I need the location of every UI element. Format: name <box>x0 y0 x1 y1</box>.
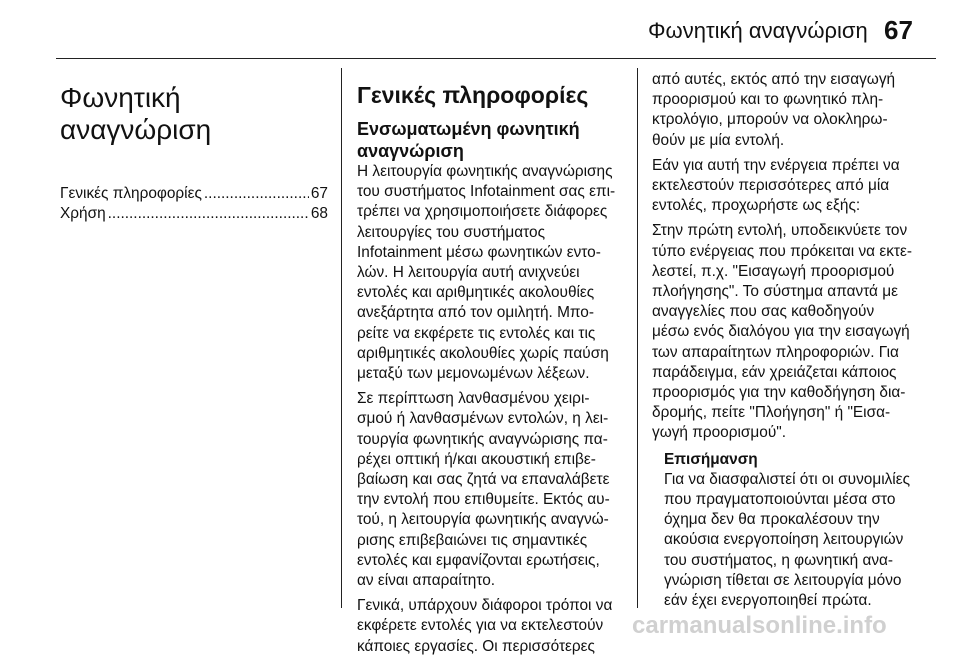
text-line: λειτουργίες του συστήματος <box>357 223 546 241</box>
note-line: εάν έχει ενεργοποιηθεί πρώτα. <box>664 592 872 610</box>
paragraph-intro <box>357 162 625 384</box>
text-line: πλοήγησης". Το σύστημα απαντά με <box>652 283 898 301</box>
page-number: 67 <box>884 15 913 45</box>
text-line: την εντολή που επιθυμείτε. Εκτός αυ- <box>357 491 610 509</box>
text-line: Σε περίπτωση λανθασμένου χειρι- <box>357 390 590 408</box>
text-line: του συστήματος Infotainment σας επι- <box>357 183 616 201</box>
text-line: παράδειγμα, εάν χρειάζεται κάποιος <box>652 363 897 381</box>
column-divider-right <box>637 68 638 608</box>
toc-item-general-info[interactable] <box>60 184 328 204</box>
page-header <box>0 0 960 58</box>
text-line: ανεξάρτητα από τον ομιλητή. Μπο- <box>357 304 594 322</box>
text-line: ρείτε να εκφέρετε τις εντολές και τις <box>357 324 596 342</box>
chapter-title-line: Φωνητική <box>60 82 181 113</box>
text-line: σμού ή λανθασμένων εντολών, η λει- <box>357 410 609 428</box>
watermark: carmanualsonline.info <box>632 612 887 639</box>
text-line: εντολές και εμφανίζονται ερωτήσεις, <box>357 551 600 569</box>
running-header-title: Φωνητική αναγνώριση <box>648 18 868 43</box>
chapter-column <box>60 70 328 224</box>
text-line: Στην πρώτη εντολή, υποδεικνύετε τον <box>652 222 908 240</box>
toc-leader-dots <box>204 184 309 204</box>
subsection-title-line: Ενσωματωμένη φωνητική <box>357 119 580 139</box>
text-line: εντολές, προχωρήστε ως εξής: <box>652 197 861 215</box>
header-divider <box>56 58 936 59</box>
paragraph-commands <box>357 596 625 657</box>
section-title: Γενικές πληροφορίες <box>357 82 589 108</box>
text-line: βαίωση και σας ζητά να επαναλάβετε <box>357 471 610 489</box>
text-line: τύπο ενέργειας που πρόκειται να εκτε- <box>652 242 912 260</box>
note-line: Για να διασφαλιστεί ότι οι συνομιλίες <box>664 470 911 488</box>
body-column-right <box>652 70 922 611</box>
toc-page: 68 <box>310 205 328 223</box>
text-line: κτρολόγιο, μπορούν να ολοκληρω- <box>652 111 888 129</box>
note-line: γνώριση τίθεται σε λειτουργία μόνο <box>664 571 902 589</box>
text-line: Η λειτουργία φωνητικής αναγνώρισης <box>357 163 613 180</box>
toc-item-usage[interactable] <box>60 204 328 224</box>
text-line: ρέχει οπτική ή/και ακουστική επιβε- <box>357 450 596 468</box>
text-line: κάποιες εργασίες. Οι περισσότερες <box>357 637 595 655</box>
note-line: που πραγματοποιούνται μέσα στο <box>664 491 896 509</box>
text-line: μεταξύ των μεμονωμένων λέξεων. <box>357 365 590 383</box>
chapter-title-line: αναγνώριση <box>60 114 212 145</box>
text-line: των απαραίτητων πληροφοριών. Για <box>652 343 899 361</box>
text-line: εκφέρετε εντολές για να εκτελεστούν <box>357 617 604 635</box>
paragraph-continuation <box>652 70 922 151</box>
chapter-title <box>60 82 328 146</box>
text-line: εντολές και αριθμητικές ακολουθίες <box>357 284 595 302</box>
text-line: από αυτές, εκτός από την εισαγωγή <box>652 71 896 88</box>
text-line: τού, η λειτουργία φωνητικής αναγνώ- <box>357 511 609 529</box>
text-line: Εάν για αυτή την ενέργεια πρέπει να <box>652 156 900 174</box>
text-line: θούν με μία εντολή. <box>652 131 785 149</box>
paragraph-first-command <box>652 221 922 443</box>
text-line: προορισμός για την καθοδήγηση δια- <box>652 384 906 402</box>
paragraph-multiple-commands <box>652 156 922 217</box>
body-column-middle <box>357 70 625 657</box>
note-line: ακούσια ενεργοποίηση λειτουργιών <box>664 531 904 549</box>
toc-label: Γενικές πληροφορίες <box>60 185 202 202</box>
note-line: του συστήματος, η φωνητική ανα- <box>664 551 894 569</box>
text-line: λεστεί, π.χ. "Εισαγωγή προορισμού <box>652 262 895 280</box>
text-line: γωγή προορισμού". <box>652 424 786 442</box>
text-line: μέσω ενός διαλόγου για την εισαγωγή <box>652 323 910 341</box>
text-line: αριθμητικές ακολουθίες χωρίς παύση <box>357 344 609 362</box>
text-line: Infotainment μέσω φωνητικών εντο- <box>357 243 601 261</box>
column-divider-left <box>341 68 342 608</box>
toc-leader-dots <box>108 204 309 224</box>
text-line: λών. Η λειτουργία αυτή ανιχνεύει <box>357 264 580 282</box>
text-line: τρέπει να χρησιμοποιήσετε διάφορες <box>357 203 608 221</box>
note-title: Επισήμανση <box>664 450 758 468</box>
note-line: όχημα δεν θα προκαλέσουν την <box>664 511 880 529</box>
toc-page: 67 <box>310 185 328 202</box>
text-line: αναγγελίες που σας καθοδηγούν <box>652 303 875 321</box>
toc-label: Χρήση <box>60 205 106 223</box>
text-line: ρισης επιβεβαιώνει τις σημαντικές <box>357 531 588 549</box>
text-line: αν είναι απαραίτητο. <box>357 572 496 590</box>
text-line: Γενικά, υπάρχουν διάφοροι τρόποι να <box>357 597 613 615</box>
text-line: τουργία φωνητικής αναγνώρισης πα- <box>357 430 608 448</box>
subsection-title-line: αναγνώριση <box>357 141 464 161</box>
text-line: δρομής, πείτε "Πλοήγηση" ή "Εισα- <box>652 404 891 422</box>
paragraph-errors <box>357 389 625 591</box>
text-line: προορισμού και το φωνητικό πλη- <box>652 91 884 109</box>
note-box <box>664 450 922 612</box>
subsection-title <box>357 118 625 162</box>
text-line: εκτελεστούν περισσότερες από μία <box>652 177 890 195</box>
